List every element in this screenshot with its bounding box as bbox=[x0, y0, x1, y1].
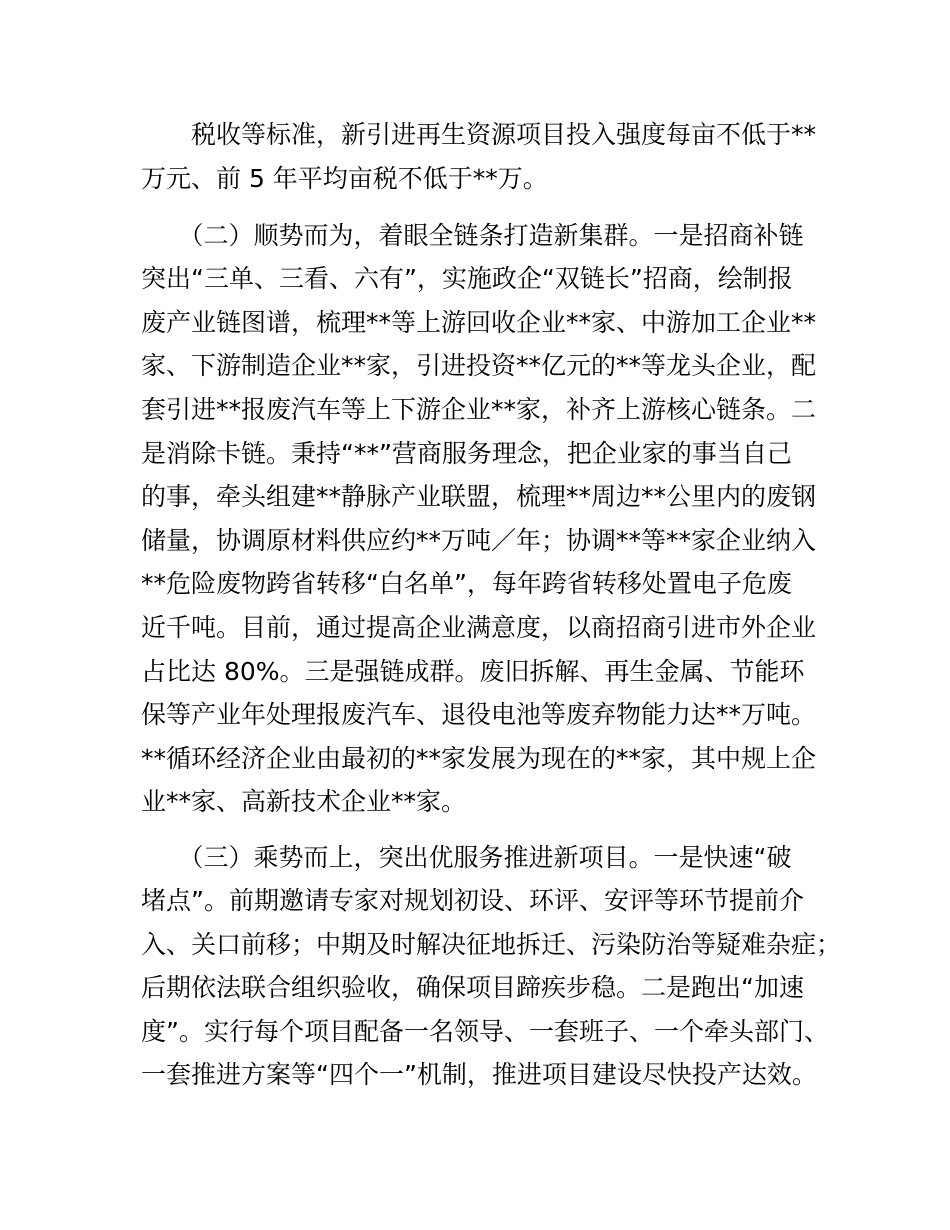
text-line: 入、关口前移；中期及时解决征地拆迁、污染防治等疑难杂症； bbox=[141, 930, 842, 959]
text-line: 税收等标准，新引进再生资源项目投入强度每亩不低于** bbox=[141, 120, 817, 149]
text-line: （二）顺势而为，着眼全链条打造新集群。一是招商补链 bbox=[141, 221, 804, 250]
text-line: 一套推进方案等“四个一”机制，推进项目建设尽快投产达效。 bbox=[141, 1060, 817, 1089]
text-line: 的事，牵头组建**静脉产业联盟，梳理**周边**公里内的废钢 bbox=[141, 482, 817, 511]
text-line: 业**家、高新技术企业**家。 bbox=[141, 787, 467, 816]
text-line: 度”。实行每个项目配备一名领导、一套班子、一个牵头部门、 bbox=[141, 1017, 829, 1046]
text-line: 后期依法联合组织验收，确保项目蹄疾步稳。二是跑出“加速 bbox=[141, 973, 804, 1002]
text-line: **循环经济企业由最初的**家发展为现在的**家，其中规上企 bbox=[141, 744, 817, 773]
text-line: **危险废物跨省转移“白名单”，每年跨省转移处置电子危废 bbox=[141, 569, 792, 598]
text-line: 废产业链图谱，梳理**等上游回收企业**家、中游加工企业** bbox=[141, 308, 817, 337]
text-line: 储量，协调原材料供应约**万吨／年；协调**等**家企业纳入 bbox=[141, 526, 817, 555]
text-line: 是消除卡链。秉持“**”营商服务理念，把企业家的事当自己 bbox=[141, 439, 792, 468]
text-line: 套引进**报废汽车等上下游企业**家，补齐上游核心链条。二 bbox=[141, 395, 817, 424]
text-line: 占比达 80%。三是强链成群。废旧拆解、再生金属、节能环 bbox=[141, 657, 805, 686]
text-line: 保等产业年处理报废汽车、退役电池等废弃物能力达**万吨。 bbox=[141, 700, 817, 729]
text-line: 突出“三单、三看、六有”，实施政企“双链长”招商，绘制报 bbox=[141, 264, 793, 293]
text-line: （三）乘势而上，突出优服务推进新项目。一是快速“破 bbox=[141, 843, 792, 872]
text-line: 近千吨。目前，通过提高企业满意度，以商招商引进市外企业 bbox=[141, 613, 817, 642]
text-line: 堵点”。前期邀请专家对规划初设、环评、安评等环节提前介 bbox=[141, 886, 804, 915]
text-line: 万元、前 5 年平均亩税不低于**万。 bbox=[141, 164, 548, 193]
text-line: 家、下游制造企业**家，引进投资**亿元的**等龙头企业，配 bbox=[141, 351, 817, 380]
